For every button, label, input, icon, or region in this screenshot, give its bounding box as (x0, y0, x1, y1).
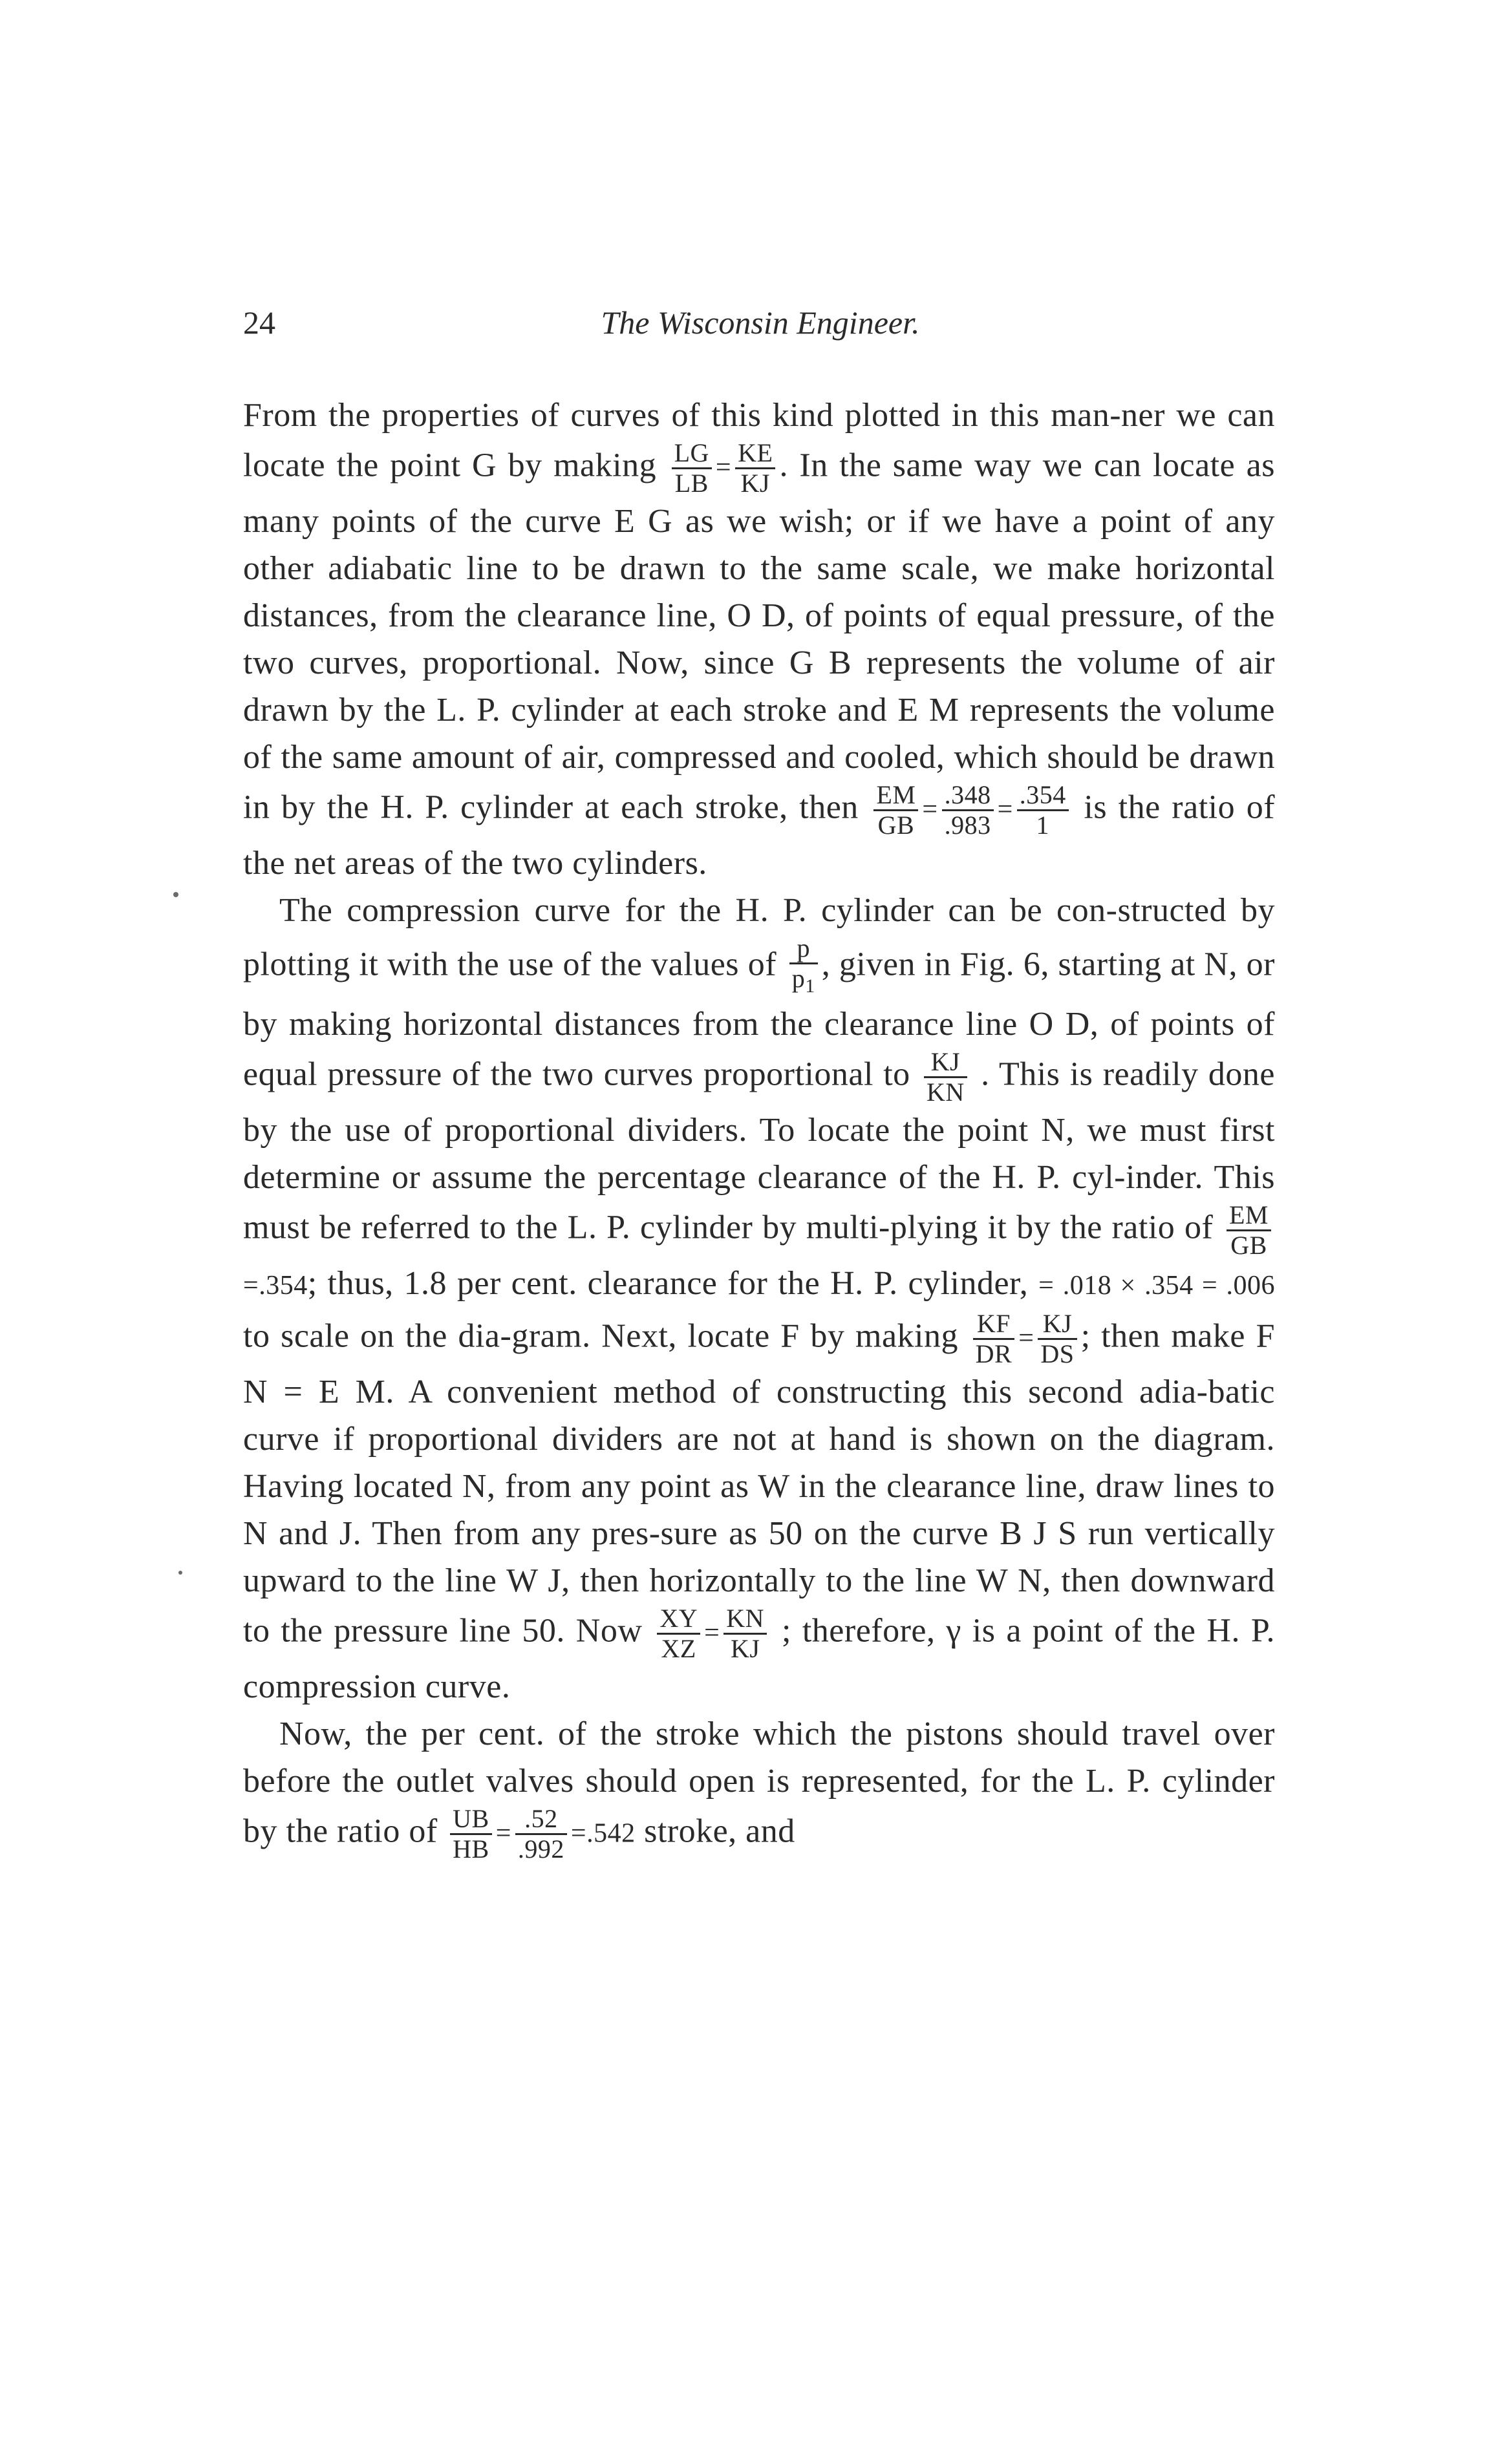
fraction-kj-kn: $\frac{KJ}{KN}$ (924, 1048, 967, 1107)
paragraph-2 (243, 887, 1275, 1710)
paragraph-3 (243, 1710, 1275, 1864)
equals-sign: = (715, 452, 732, 483)
equals-sign: = (570, 1818, 587, 1849)
fraction-em-gb: $\frac{EM}{GB}$ (873, 781, 918, 840)
equals-sign: = (495, 1818, 511, 1849)
ratio-value: .354 (259, 1271, 308, 1301)
fraction-em-gb-2: $\frac{EM}{GB}$ (1227, 1201, 1271, 1260)
ratio-value: .542 (586, 1818, 636, 1849)
equals-sign: = (922, 794, 938, 825)
text-run: ; then make F N = E M. A convenient method of constructing this second adia-batic curve if proportional dividers are not at hand is shown on the diagram. Having located N, from any point as W in the clearance line, draw lines to N and J. Then from any pres-sure as 50 on the curve B J S run vertically upward to the line W J, then horizontally to the line W N, then downward to the pressure line 50. Now (243, 1317, 1275, 1650)
equals-sign: = (997, 794, 1013, 825)
text-run: , given in Fig. 6, starting at N, or by making horizontal distances from the clearance line O D, of points of equal pressure of the two curves proportional to (243, 946, 1275, 1093)
fraction-ke-kj: $\frac{KE}{KJ}$ (735, 439, 775, 498)
body-text (243, 392, 1275, 1864)
page-header (243, 304, 1278, 349)
fraction-ub-hb: $\frac{UB}{HB}$ (450, 1805, 492, 1864)
fraction-348-983: $\frac{.348}{.983}$ (942, 781, 994, 840)
fraction-p-p1: $\frac{p}{p_1}$ (789, 934, 818, 1001)
fraction-kf-dr: $\frac{KF}{DR}$ (973, 1310, 1015, 1368)
text-run: . In the same way we can locate as many points of the curve E G as we wish; or if we have a point of any other adiabatic line to be drawn to the same scale, we make horizontal distances, from the clearance line, O D, of points of equal pressure, of the two curves, proportional. Now, since G B represents the volume of air drawn by the L. P. cylinder at each stroke and E M represents the volume of the same amount of air, compressed and cooled, which should be drawn in by the H. P. cylinder at each stroke, then (243, 447, 1275, 826)
text-run: ; thus, 1.8 per cent. clearance for the H. P. cylinder, (307, 1265, 1029, 1302)
equals-sign: = (704, 1618, 720, 1648)
text-run: From the properties of curves of this kind plotted in this man-ner we can locate the point G by making (243, 397, 1275, 484)
fraction-kj-ds: $\frac{KJ}{DS}$ (1038, 1310, 1077, 1368)
text-run: . This is readily done by the use of proportional dividers. To locate the point N, we must first determine or assume the percentage clearance of the H. P. cyl-inder. This must be referred to the L. P. cylinder by multi-plying it by the ratio of (243, 1056, 1276, 1246)
fraction-kn-kj: $\frac{KN}{KJ}$ (723, 1604, 767, 1663)
text-run: ; therefore, γ is a point of the H. P. compression curve. (243, 1612, 1276, 1705)
text-run: The compression curve for the H. P. cylinder can be con-structed by plotting it with the use of the values of (243, 892, 1275, 983)
fraction-354-1: $\frac{.354}{1}$ (1017, 781, 1069, 840)
page-number: 24 (243, 304, 275, 341)
text-run: stroke, and (644, 1812, 795, 1850)
text-run: to scale on the dia-gram. Next, locate F by making (243, 1317, 958, 1355)
paragraph-1 (243, 392, 1275, 887)
running-title: The Wisconsin Engineer. (601, 304, 920, 341)
fraction-xy-xz: $\frac{XY}{XZ}$ (657, 1604, 700, 1663)
fraction-lg-lb: $\frac{LG}{LB}$ (672, 439, 712, 498)
clearance-calculation: = .018 × .354 = .006 (1038, 1271, 1275, 1301)
text-run: is the ratio of the net areas of the two cylinders. (243, 789, 1276, 882)
margin-speck (173, 892, 178, 897)
margin-speck (178, 1571, 182, 1575)
text-run: Now, the per cent. of the stroke which the pistons should travel over before the outlet valves should open is represented, for the L. P. cylinder by the ratio of (243, 1715, 1275, 1850)
fraction-52-992: $\frac{.52}{.992}$ (515, 1805, 567, 1864)
equals-sign: = (1018, 1323, 1034, 1354)
equals-sign: = (243, 1271, 259, 1301)
